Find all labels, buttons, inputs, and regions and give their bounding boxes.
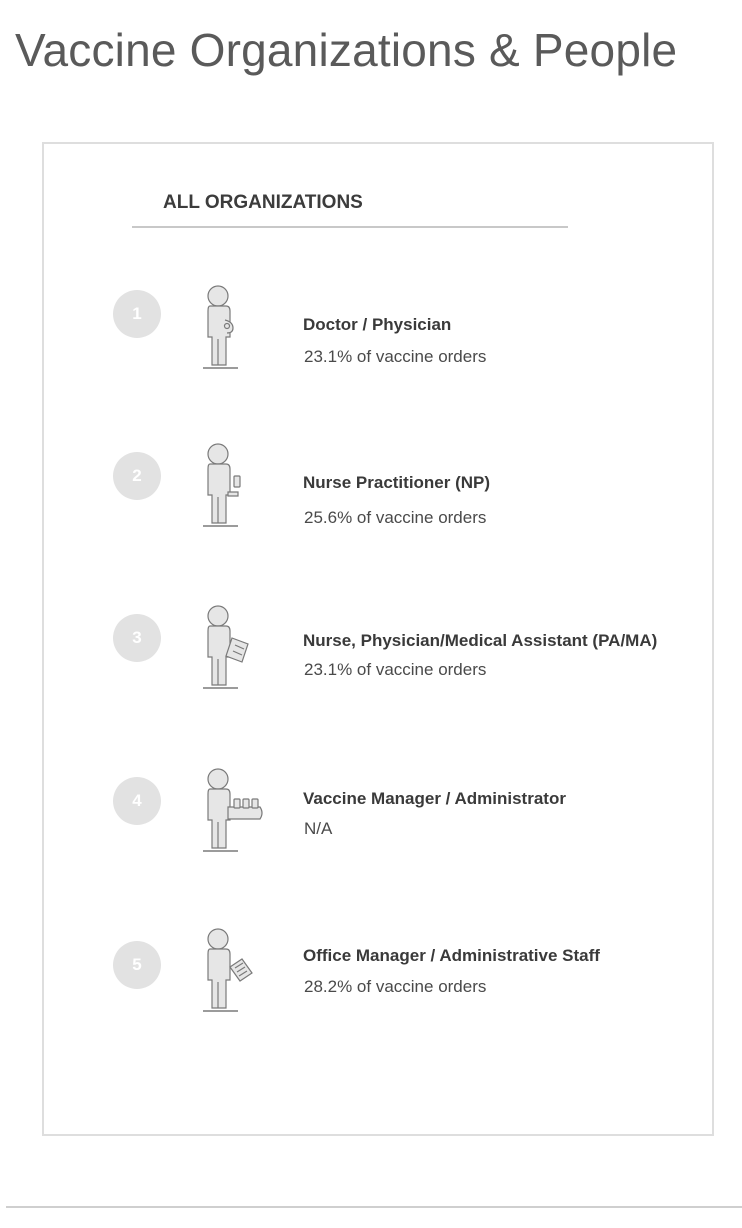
role-title: Office Manager / Administrative Staff bbox=[303, 946, 600, 965]
page-title: Vaccine Organizations & People bbox=[15, 24, 678, 76]
doctor-figure-icon bbox=[194, 284, 270, 374]
role-row-vaccine-manager bbox=[0, 767, 742, 867]
role-stat: 25.6% of vaccine orders bbox=[304, 508, 487, 527]
role-title: Nurse, Physician/Medical Assistant (PA/MA) bbox=[303, 631, 658, 650]
role-stat: 23.1% of vaccine orders bbox=[304, 347, 487, 366]
rank-badge: 2 bbox=[113, 452, 161, 500]
rank-badge: 3 bbox=[113, 614, 161, 662]
medical-assistant-figure-icon bbox=[194, 604, 270, 694]
rank-badge: 5 bbox=[113, 941, 161, 989]
section-divider bbox=[132, 226, 568, 228]
role-row-doctor bbox=[0, 284, 742, 384]
role-row-nurse-practitioner bbox=[0, 442, 742, 542]
role-title: Doctor / Physician bbox=[303, 315, 452, 334]
rank-badge: 4 bbox=[113, 777, 161, 825]
role-stat: N/A bbox=[304, 819, 333, 838]
role-stat: 28.2% of vaccine orders bbox=[304, 977, 487, 996]
footer-divider bbox=[6, 1206, 742, 1208]
role-title: Vaccine Manager / Administrator bbox=[303, 789, 566, 808]
vaccine-manager-figure-icon bbox=[194, 767, 270, 857]
rank-badge: 1 bbox=[113, 290, 161, 338]
role-row-medical-assistant bbox=[0, 604, 742, 704]
section-heading: ALL ORGANIZATIONS bbox=[163, 192, 363, 213]
nurse-practitioner-figure-icon bbox=[194, 442, 270, 532]
role-row-office-manager bbox=[0, 927, 742, 1027]
role-title: Nurse Practitioner (NP) bbox=[303, 473, 491, 492]
office-manager-figure-icon bbox=[194, 927, 270, 1017]
role-stat: 23.1% of vaccine orders bbox=[304, 660, 487, 679]
